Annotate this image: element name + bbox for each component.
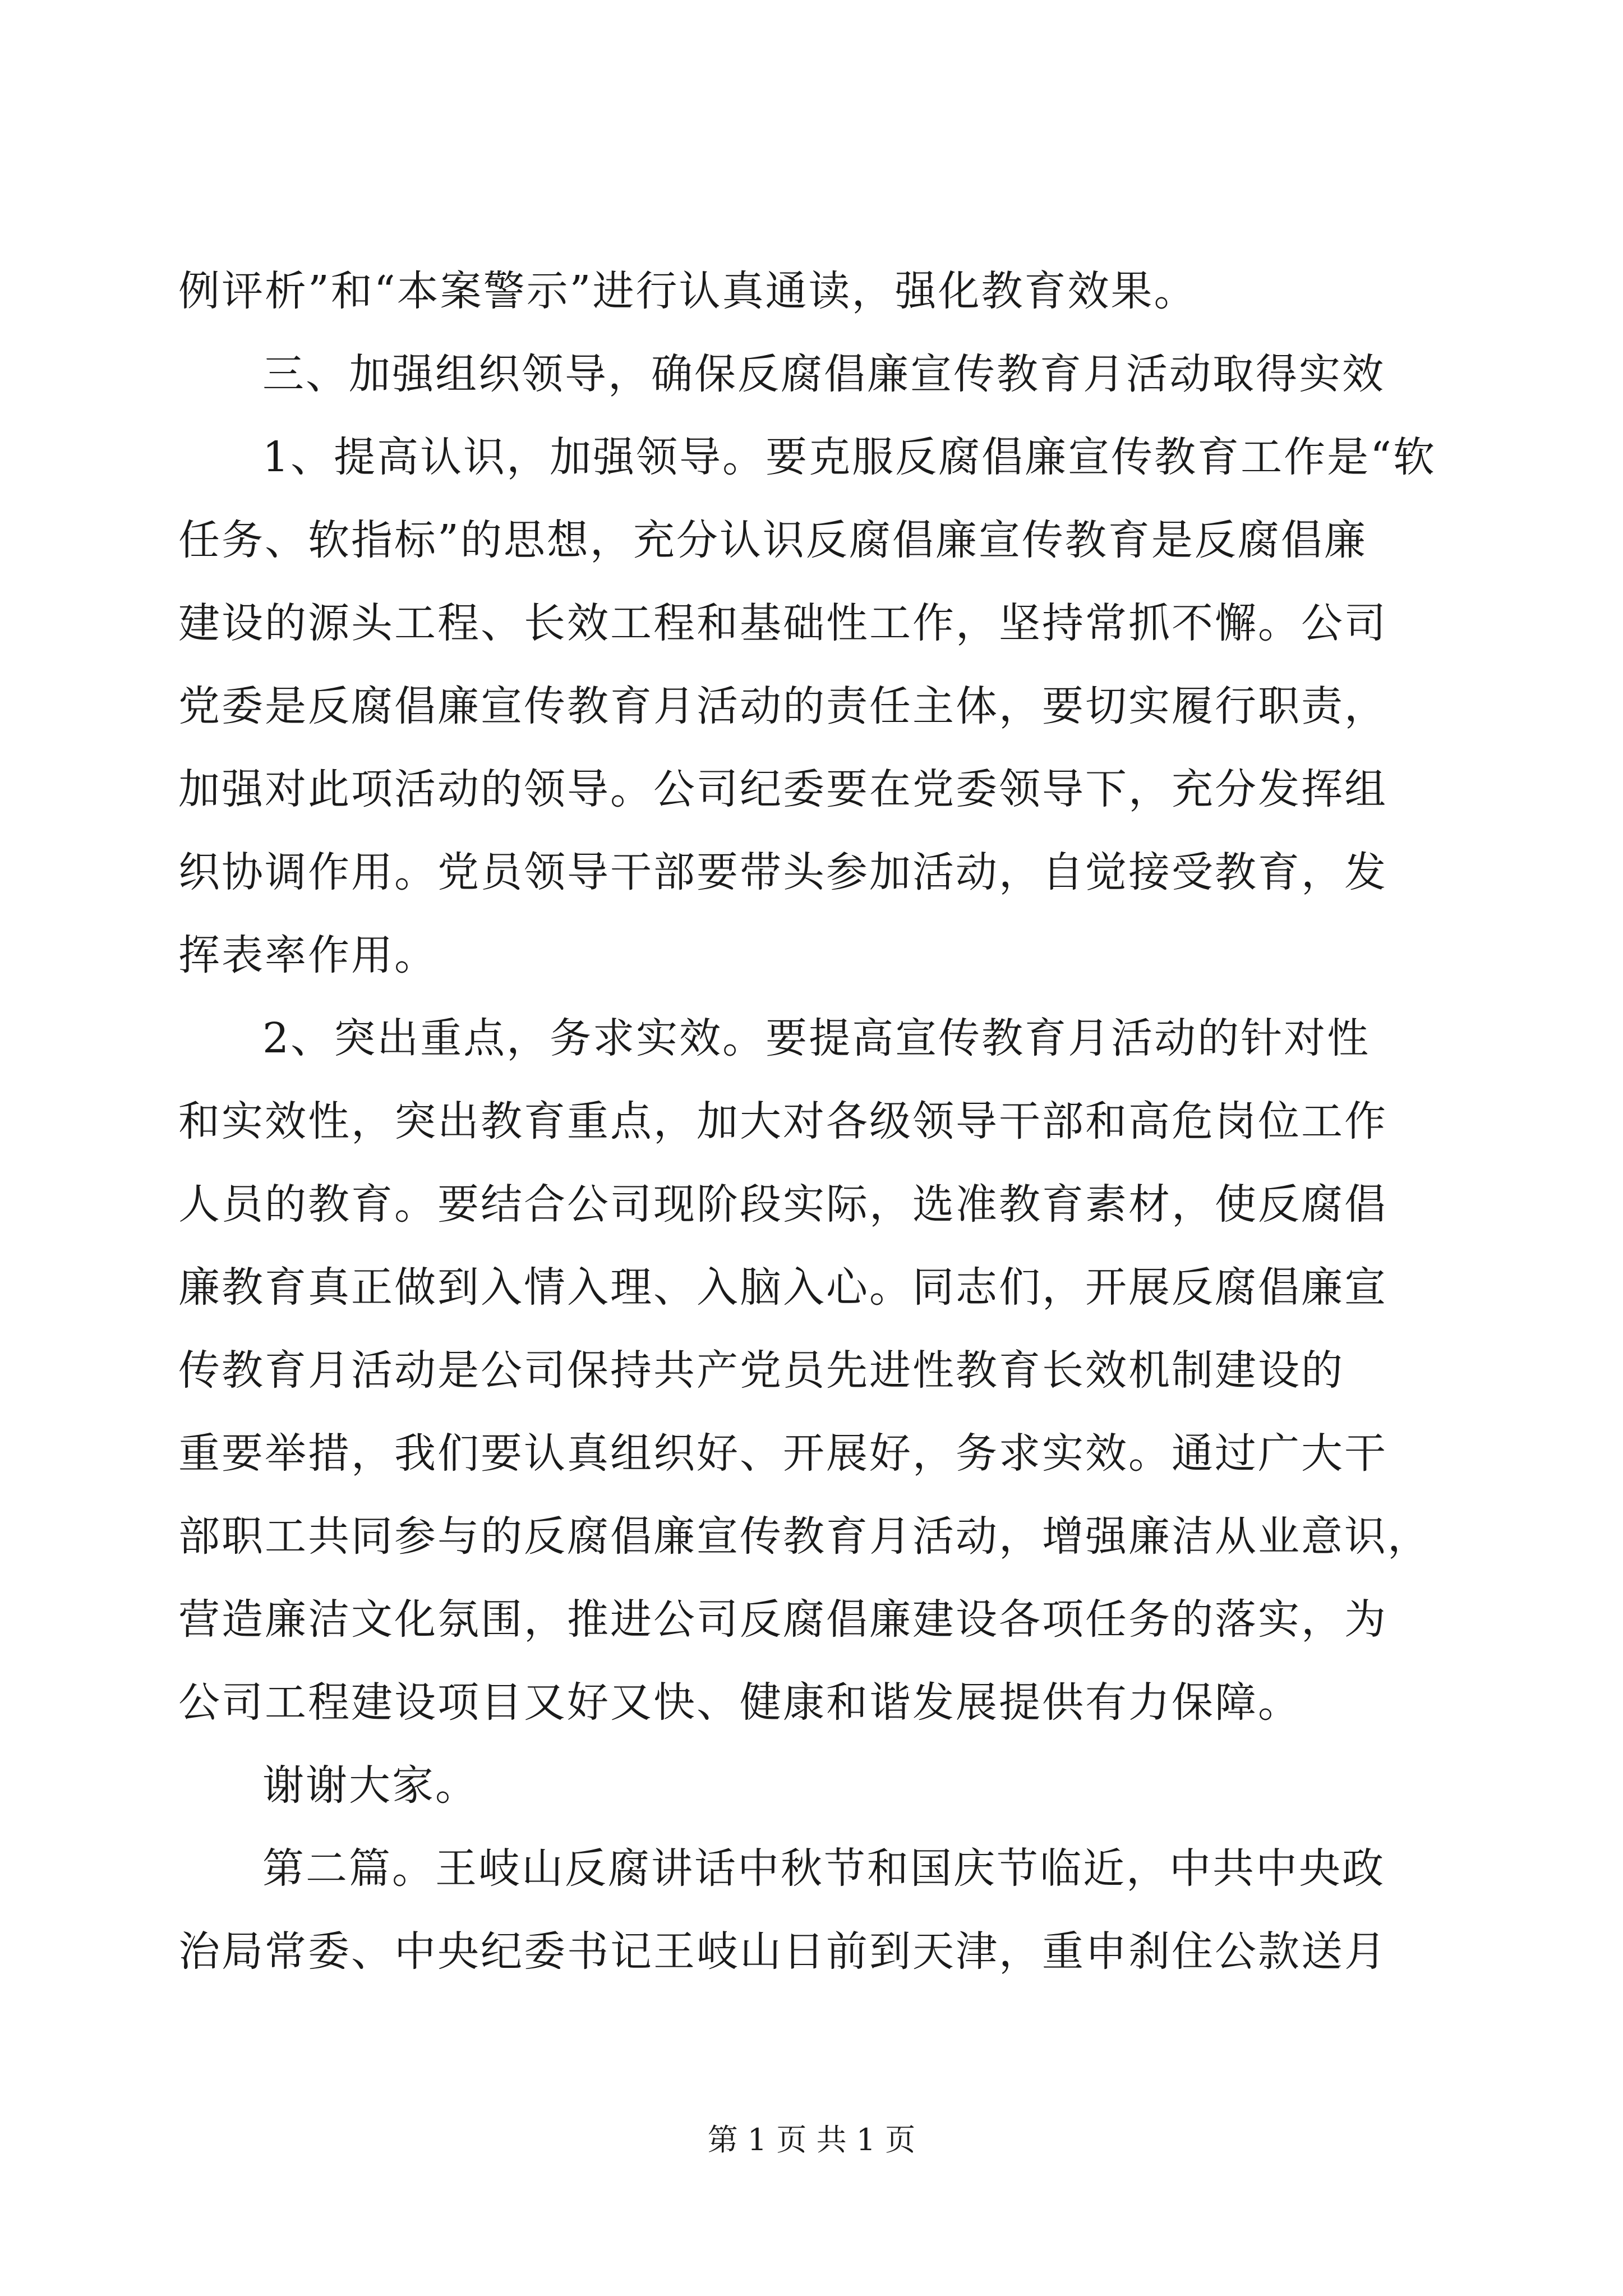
text-line: 织协调作用。党员领导干部要带头参加活动，自觉接受教育，发 xyxy=(178,848,1387,896)
text-line: 重要举措，我们要认真组织好、开展好，务求实效。通过广大干 xyxy=(178,1429,1387,1478)
text-line: 任务、软指标”的思想，充分认识反腐倡廉宣传教育是反腐倡廉 xyxy=(178,516,1367,564)
text-line: 挥表率作用。 xyxy=(178,931,437,979)
text-line: 廉教育真正做到入情入理、入脑入心。同志们，开展反腐倡廉宣 xyxy=(178,1263,1387,1312)
document-body xyxy=(178,250,1440,1993)
text-line: 治局常委、中央纪委书记王岐山日前到天津，重申刹住公款送月 xyxy=(178,1927,1387,1976)
text-line: 2、突出重点，务求实效。要提高宣传教育月活动的针对性 xyxy=(262,1014,1371,1062)
text-line: 例评析”和“本案警示”进行认真通读，强化教育效果。 xyxy=(178,267,1197,315)
page-footer xyxy=(0,2118,1623,2162)
text-line: 建设的源头工程、长效工程和基础性工作，坚持常抓不懈。公司 xyxy=(178,599,1387,647)
text-line: 公司工程建设项目又好又快、健康和谐发展提供有力保障。 xyxy=(178,1678,1301,1727)
text-line: 党委是反腐倡廉宣传教育月活动的责任主体，要切实履行职责， xyxy=(178,682,1387,730)
text-line: 营造廉洁文化氛围，推进公司反腐倡廉建设各项任务的落实，为 xyxy=(178,1595,1387,1644)
text-line: 部职工共同参与的反腐倡廉宣传教育月活动，增强廉洁从业意识， xyxy=(178,1512,1431,1561)
text-line: 加强对此项活动的领导。公司纪委要在党委领导下，充分发挥组 xyxy=(178,765,1387,813)
text-line: 第二篇。王岐山反腐讲话中秋节和国庆节临近，中共中央政 xyxy=(262,1844,1385,1893)
page-number-label: 第 1 页 共 1 页 xyxy=(707,2122,916,2157)
text-line: 1、提高认识，加强领导。要克服反腐倡廉宣传教育工作是“软 xyxy=(262,433,1436,481)
text-line: 谢谢大家。 xyxy=(262,1761,478,1810)
text-line: 人员的教育。要结合公司现阶段实际，选准教育素材，使反腐倡 xyxy=(178,1180,1387,1228)
text-line: 传教育月活动是公司保持共产党员先进性教育长效机制建设的 xyxy=(178,1346,1344,1395)
section-heading: 三、加强组织领导，确保反腐倡廉宣传教育月活动取得实效 xyxy=(262,350,1385,398)
text-line: 和实效性，突出教育重点，加大对各级领导干部和高危岗位工作 xyxy=(178,1097,1387,1145)
